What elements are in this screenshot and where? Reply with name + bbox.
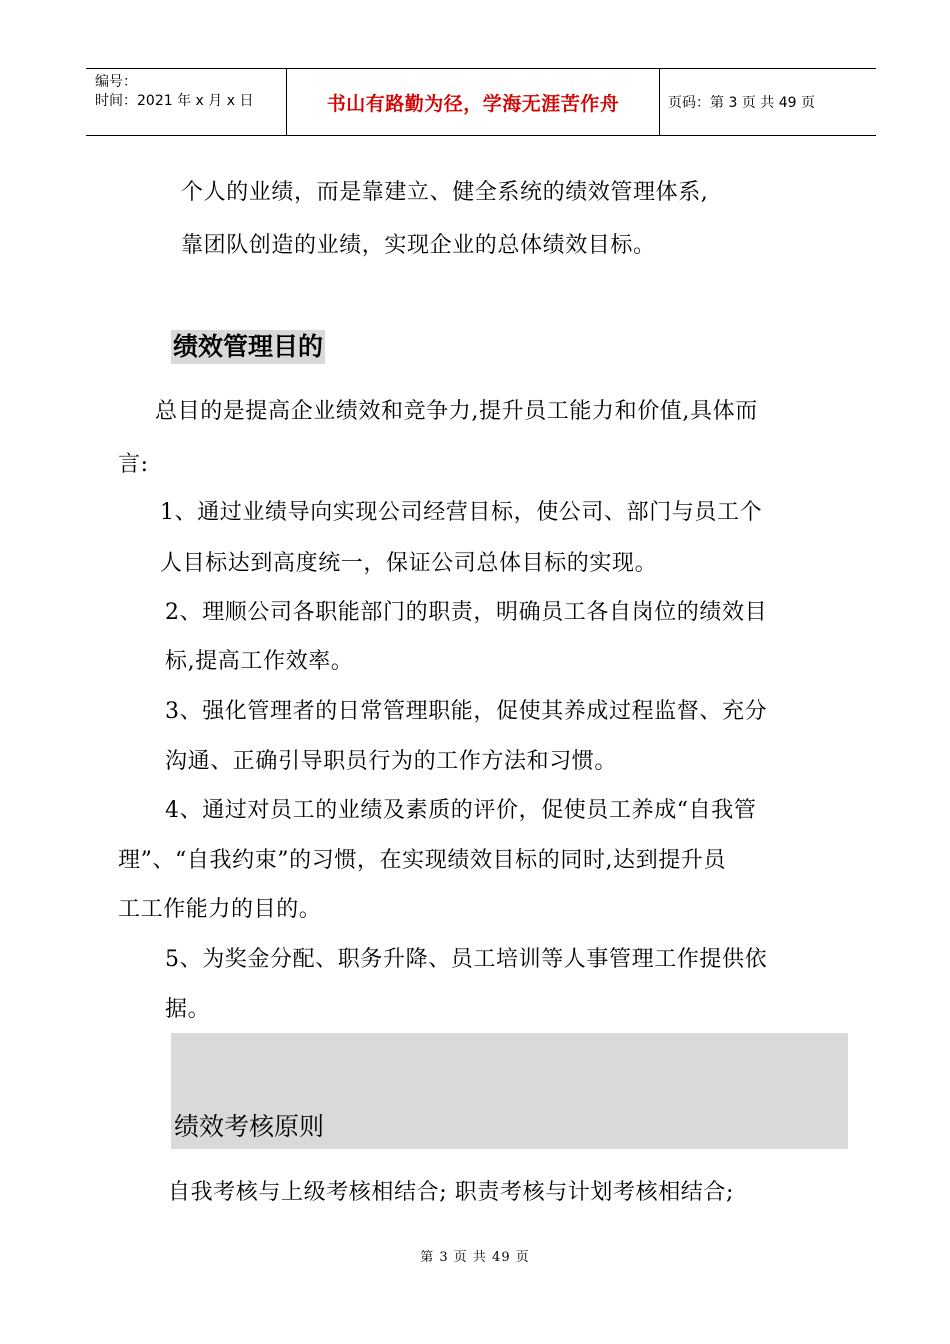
list-item-line: 1、通过业绩导向实现公司经营目标，使公司、部门与员工个 — [160, 500, 763, 525]
list-item-line: 沟通、正确引导职员行为的工作方法和习惯。 — [165, 749, 618, 774]
header-meta — [86, 69, 287, 135]
list-item-line: 据。 — [165, 997, 211, 1022]
list-item-line: 5、为奖金分配、职务升降、员工培训等人事管理工作提供依 — [165, 947, 768, 972]
principle-line: 自我考核与上级考核相结合; 职责考核与计划考核相结合; — [168, 1180, 735, 1205]
list-item-line: 理”、“自我约束”的习惯，在实现绩效目标的同时,达到提升员 — [118, 848, 727, 873]
list-item-line: 3、强化管理者的日常管理职能，促使其养成过程监督、充分 — [165, 699, 768, 724]
header-page-info: 页码：第 3 页 共 49 页 — [668, 95, 815, 111]
paragraph-line: 总目的是提高企业绩效和竞争力,提升员工能力和价值,具体而 — [155, 399, 758, 424]
list-item-line: 标,提高工作效率。 — [165, 649, 354, 674]
list-item-line: 2、理顺公司各职能部门的职责，明确员工各自岗位的绩效目 — [165, 600, 768, 625]
section-heading-principles: 绩效考核原则 — [174, 1112, 325, 1141]
header-time-label: 时间：2021 年 x 月 x 日 — [95, 93, 254, 109]
header-code-label: 编号： — [95, 74, 137, 90]
page-footer: 第 3 页 共 49 页 — [420, 1250, 530, 1265]
intro-line: 个人的业绩，而是靠建立、健全系统的绩效管理体系, — [181, 180, 709, 205]
page-header — [86, 68, 876, 136]
list-item-line: 4、通过对员工的业绩及素质的评价，促使员工养成“自我管 — [165, 798, 757, 823]
intro-line: 靠团队创造的业绩，实现企业的总体绩效目标。 — [181, 233, 656, 258]
header-motto: 书山有路勤为径，学海无涯苦作舟 — [287, 69, 660, 135]
list-item-line: 工工作能力的目的。 — [118, 897, 322, 922]
paragraph-line: 言: — [118, 452, 149, 477]
list-item-line: 人目标达到高度统一，保证公司总体目标的实现。 — [160, 551, 658, 576]
section-heading-purpose: 绩效管理目的 — [171, 330, 325, 364]
